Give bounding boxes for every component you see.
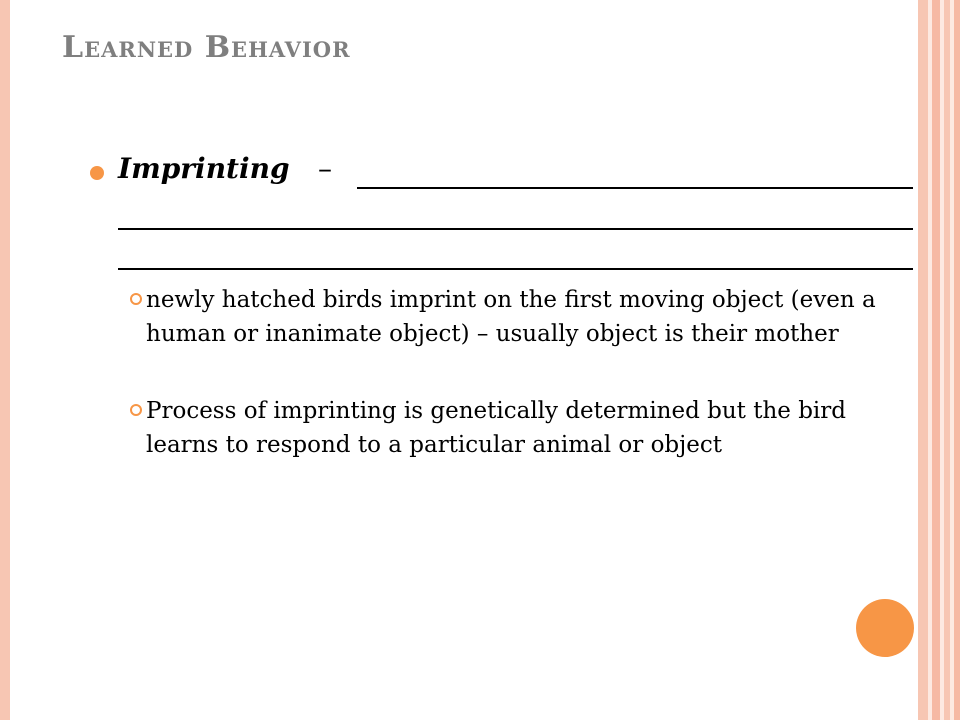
bullet-dot-icon [90, 166, 104, 180]
sub-bullet-item [130, 283, 900, 351]
right-border-stripe [918, 0, 928, 720]
right-border-stripe [954, 0, 960, 720]
fill-in-blank-line [118, 228, 913, 230]
right-border-stripe [932, 0, 940, 720]
decorative-orange-circle [856, 599, 914, 657]
bullet-separator: – [318, 152, 332, 185]
hollow-circle-bullet-icon [130, 404, 142, 416]
fill-in-blank-line [118, 268, 913, 270]
sub-bullet-text: Process of imprinting is genetically determined but the bird learns to respond to a particular animal or object [146, 398, 847, 458]
sub-bullet-item [130, 394, 900, 462]
sub-bullet-text: newly hatched birds imprint on the first moving object (even a human or inanimate object) – usually object is their mother [146, 287, 876, 347]
bullet-term: Imprinting [118, 152, 290, 185]
fill-in-blank-line [357, 187, 913, 189]
hollow-circle-bullet-icon [130, 293, 142, 305]
slide-title: Learned Behavior [62, 30, 351, 65]
left-border-stripe [0, 0, 10, 720]
